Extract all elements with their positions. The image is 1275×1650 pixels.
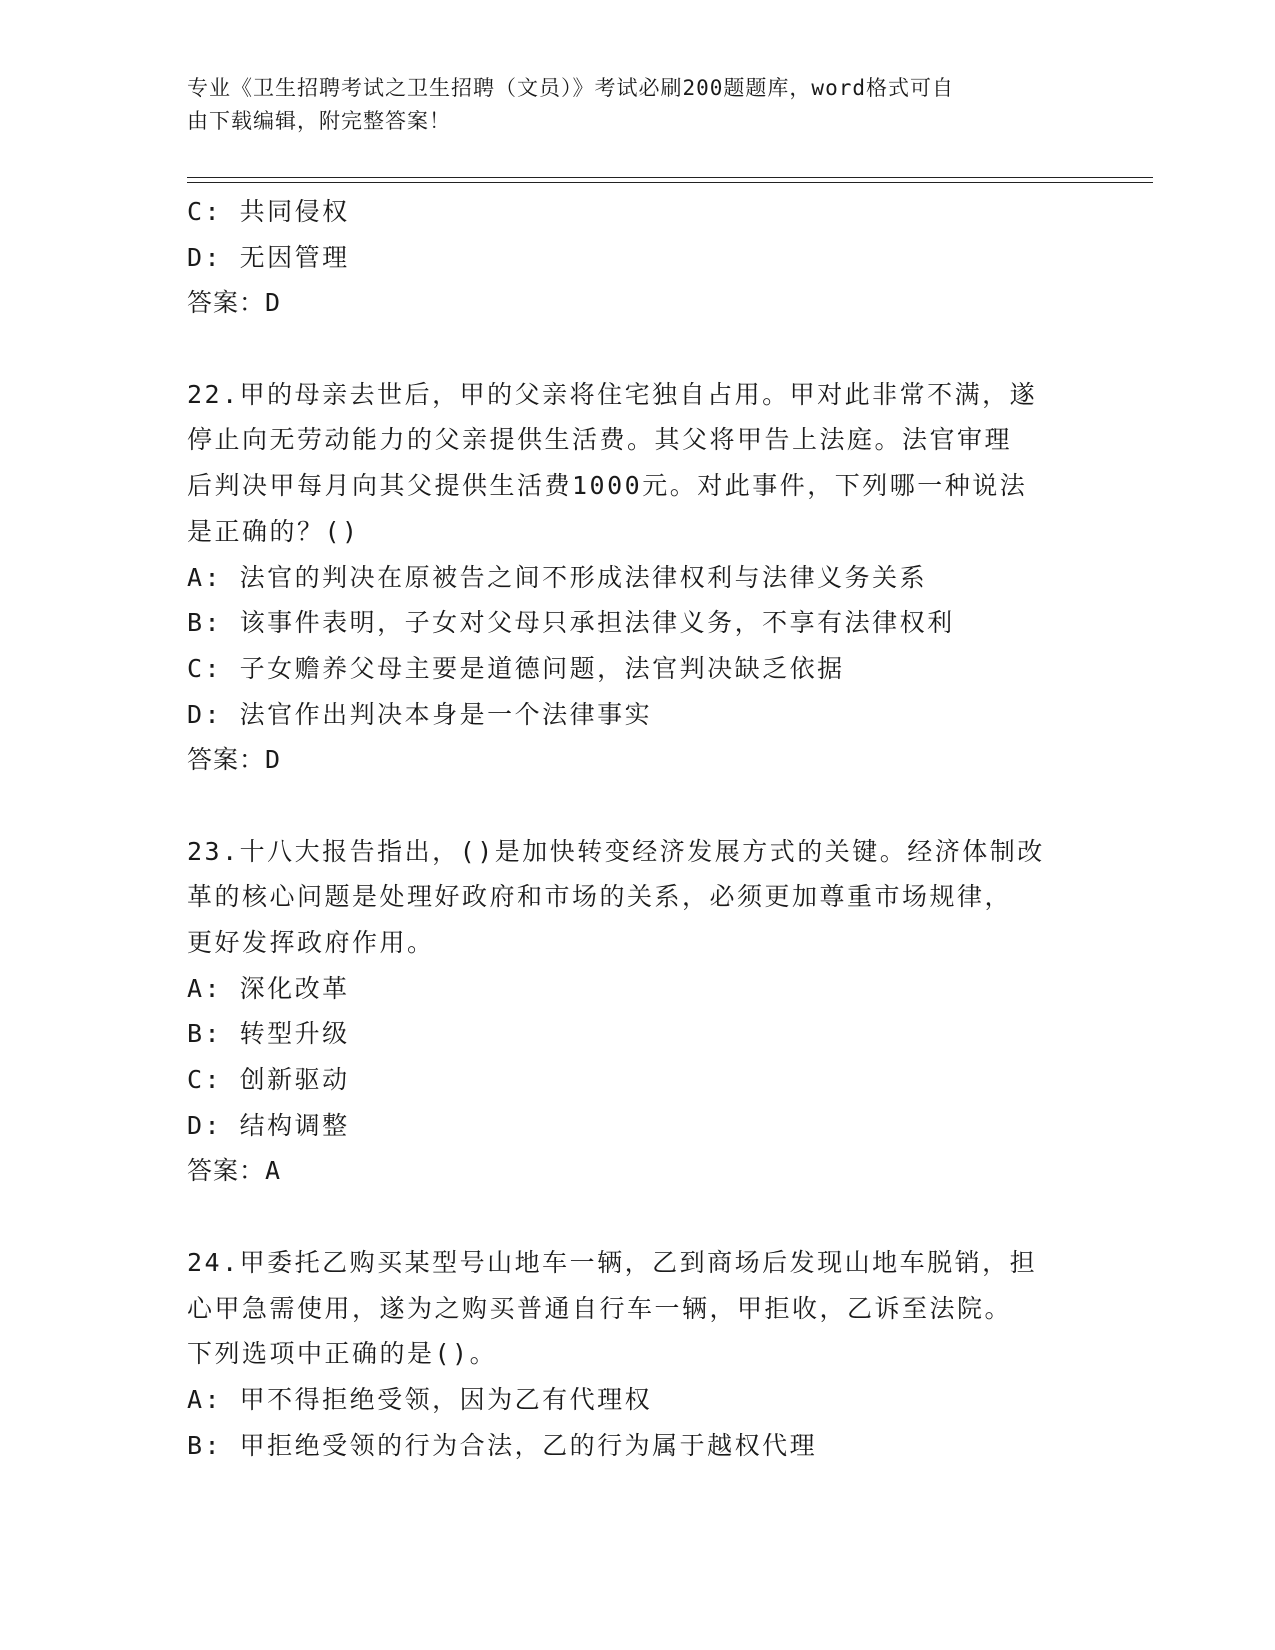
option-b: B: 甲拒绝受领的行为合法，乙的行为属于越权代理 — [187, 1430, 818, 1460]
answer-line: 答案：D — [187, 288, 282, 318]
option-d: D: 法官作出判决本身是一个法律事实 — [187, 699, 653, 729]
question-stem-line: 23.十八大报告指出，()是加快转变经济发展方式的关键。经济体制改 — [187, 836, 1045, 866]
question-stem-line: 22.甲的母亲去世后，甲的父亲将住宅独自占用。甲对此非常不满，遂 — [187, 379, 1038, 409]
answer-line: 答案：A — [187, 1156, 282, 1186]
option-a: A: 深化改革 — [187, 973, 350, 1003]
spacer — [187, 783, 1087, 829]
question-22 — [187, 372, 1087, 783]
answer-line: 答案：D — [187, 745, 282, 775]
question-stem-line: 停止向无劳动能力的父亲提供生活费。其父将甲告上法庭。法官审理 — [187, 425, 1013, 455]
question-stem-line: 是正确的？() — [187, 516, 360, 546]
option-c: C: 创新驱动 — [187, 1065, 350, 1095]
option-b: B: 转型升级 — [187, 1019, 350, 1049]
option-c: C: 子女赡养父母主要是道德问题，法官判决缺乏依据 — [187, 653, 845, 683]
question-stem-line: 心甲急需使用，遂为之购买普通自行车一辆，甲拒收，乙诉至法院。 — [187, 1293, 1013, 1323]
spacer — [187, 326, 1087, 372]
header-divider-top — [187, 177, 1153, 178]
question-21-fragment — [187, 189, 1087, 326]
question-list — [187, 189, 1087, 1468]
question-stem-line: 革的核心问题是处理好政府和市场的关系，必须更加尊重市场规律， — [187, 882, 1013, 912]
option-a: A: 法官的判决在原被告之间不形成法律权利与法律义务关系 — [187, 562, 928, 592]
question-stem-line: 后判决甲每月向其父提供生活费1000元。对此事件，下列哪一种说法 — [187, 471, 1028, 501]
header-divider-bottom — [187, 182, 1153, 183]
question-24 — [187, 1240, 1087, 1468]
document-header — [187, 72, 1067, 138]
question-stem-line: 更好发挥政府作用。 — [187, 928, 435, 957]
header-title-line-2: 由下载编辑，附完整答案！ — [187, 109, 451, 133]
question-stem-line: 下列选项中正确的是()。 — [187, 1339, 498, 1369]
question-23 — [187, 829, 1087, 1195]
option-a: A: 甲不得拒绝受领，因为乙有代理权 — [187, 1384, 653, 1414]
spacer — [187, 1194, 1087, 1240]
option-b: B: 该事件表明，子女对父母只承担法律义务，不享有法律权利 — [187, 608, 955, 638]
option-c: C: 共同侵权 — [187, 197, 350, 226]
question-stem-line: 24.甲委托乙购买某型号山地车一辆，乙到商场后发现山地车脱销，担 — [187, 1247, 1038, 1277]
header-title-line-1: 专业《卫生招聘考试之卫生招聘（文员）》考试必刷200题题库，word格式可自 — [187, 76, 954, 100]
option-d: D: 无因管理 — [187, 242, 350, 272]
option-d: D: 结构调整 — [187, 1110, 350, 1140]
